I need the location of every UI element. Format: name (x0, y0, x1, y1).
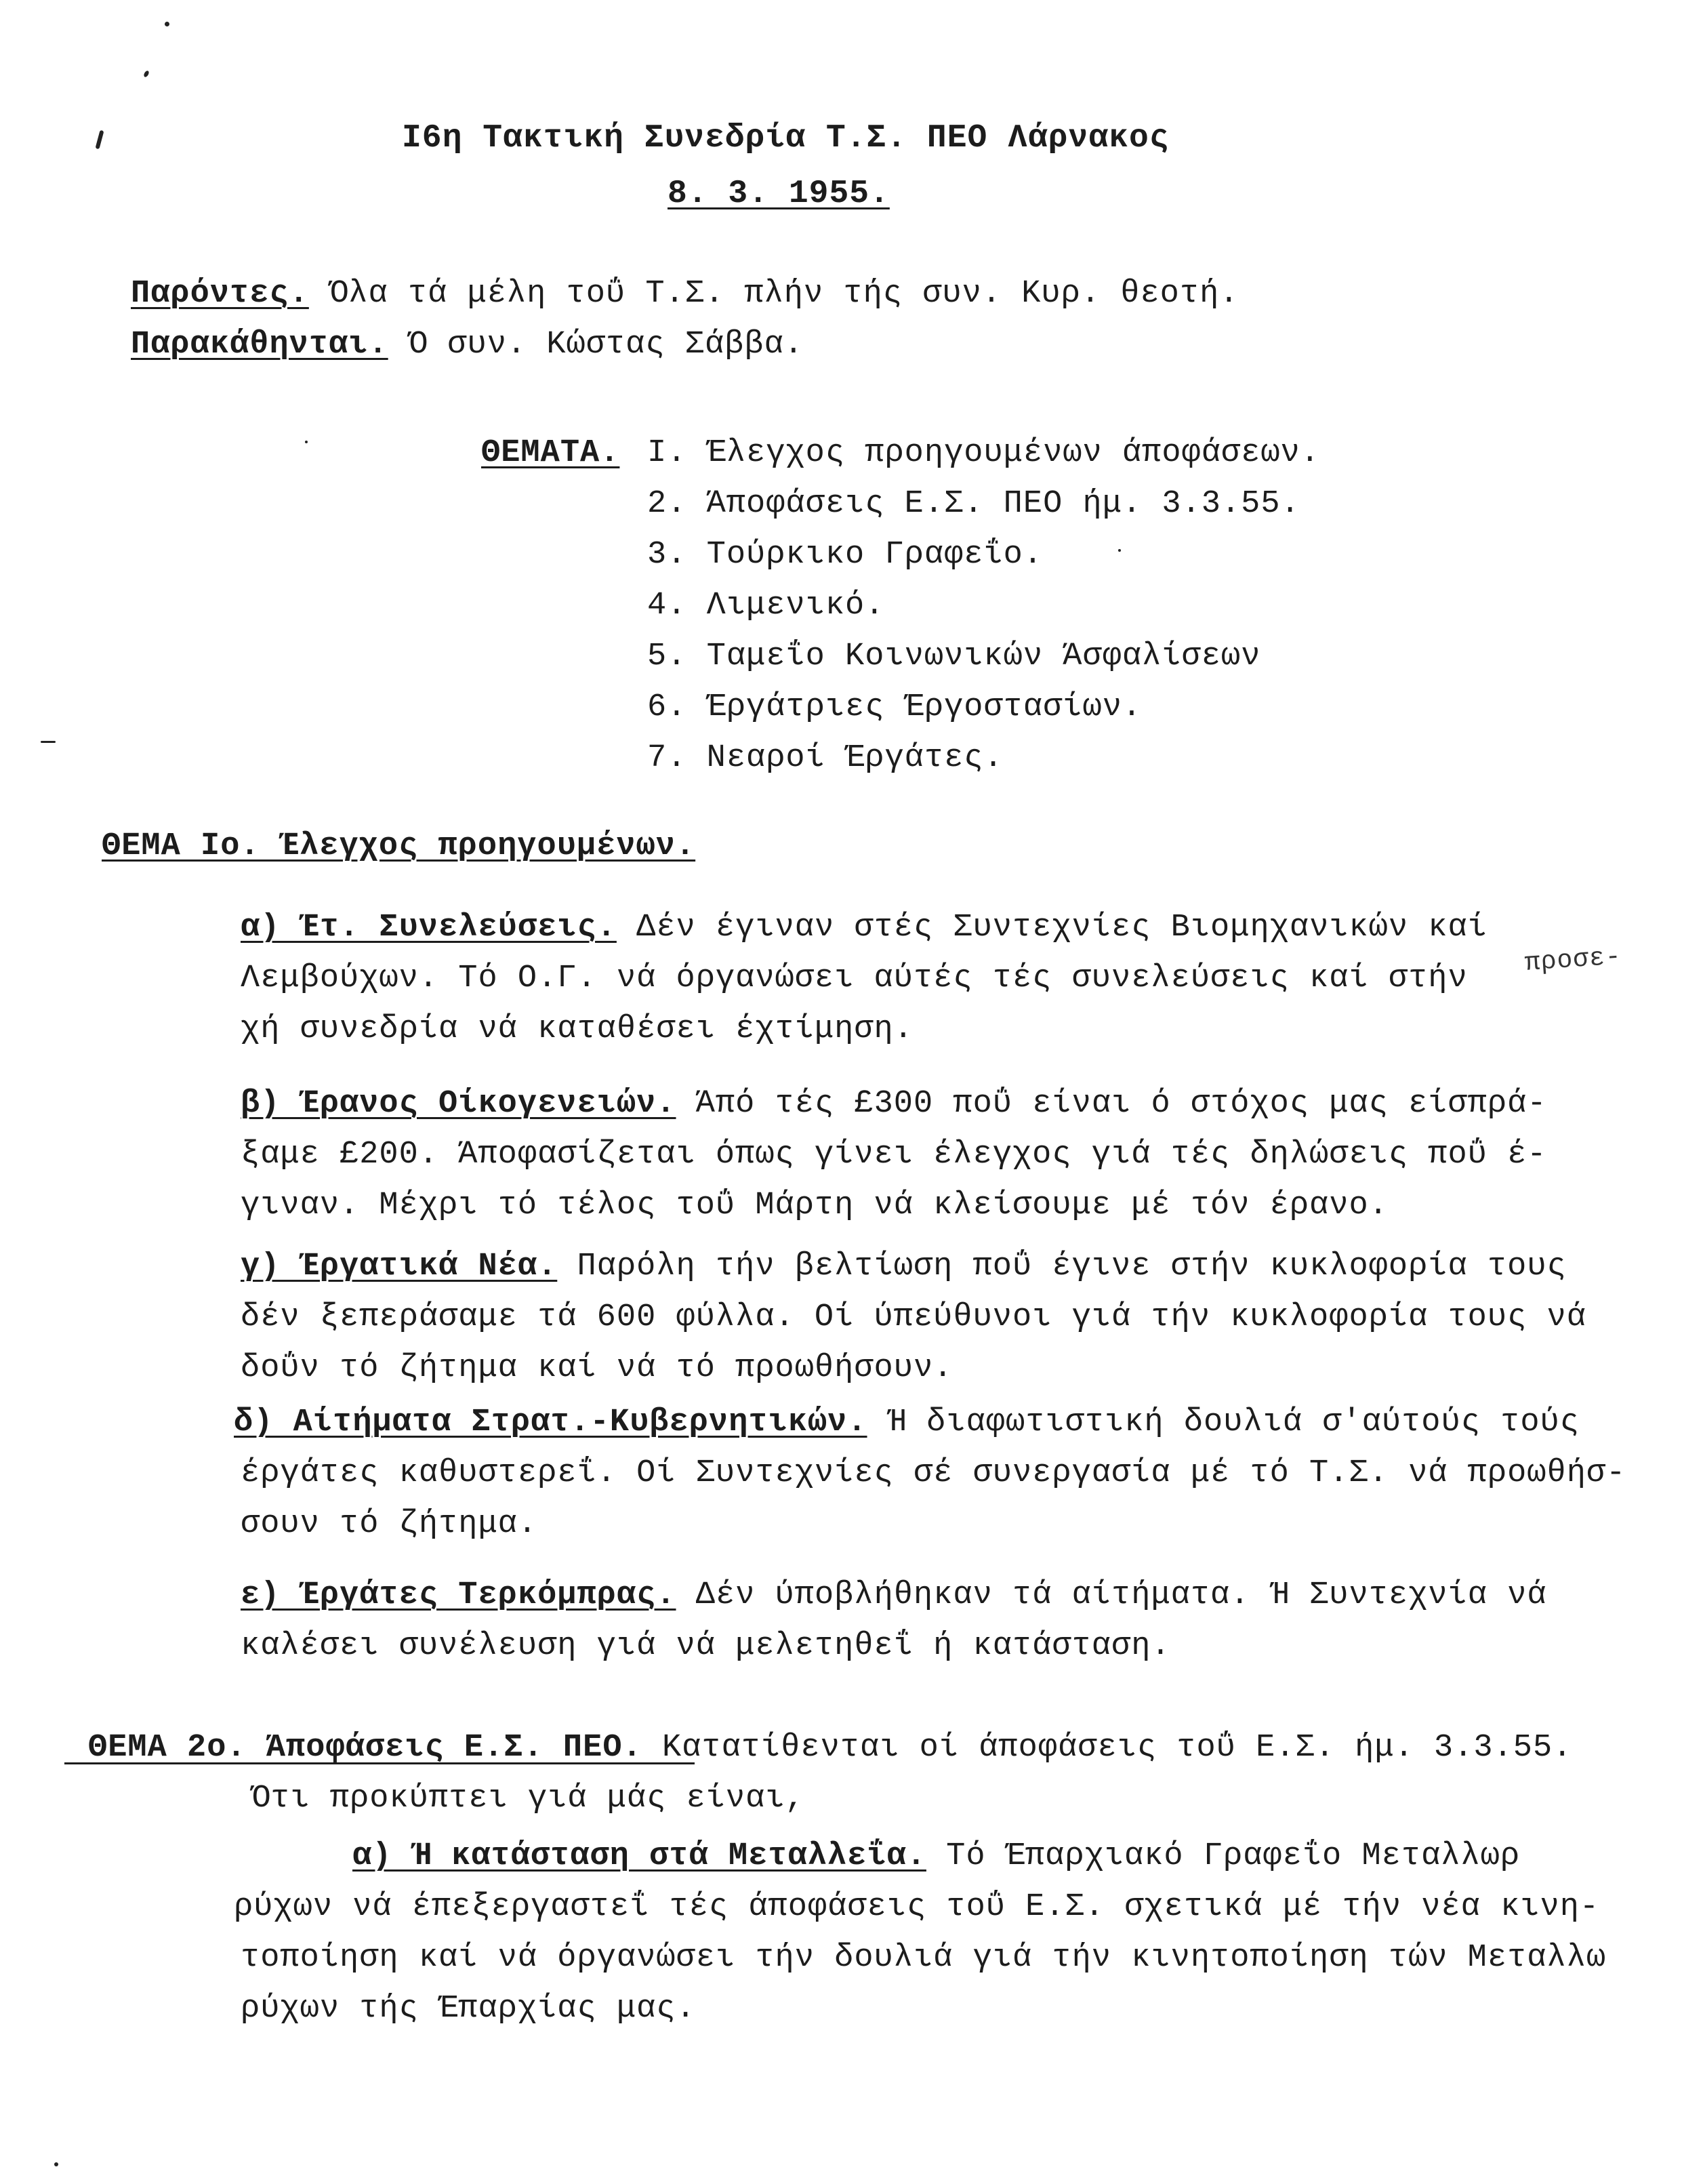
section-text: Άπό τές £300 ποΰ είναι ό στόχος μας είσπρά- (695, 1086, 1547, 1122)
attending-label: Παρακάθηνται. (131, 327, 388, 363)
agenda-item: 5. Ταμεΐο Κοινωνικών Άσφαλίσεων (647, 639, 1261, 674)
scan-speck (305, 441, 308, 443)
section-label: α) Έτ. Συνελεύσεις. (241, 910, 617, 946)
attending-row (131, 329, 804, 361)
margin-note: προσε- (1523, 942, 1623, 978)
scan-speck (54, 2162, 58, 2166)
theme1-section-b-line (241, 1088, 1547, 1120)
section-text: τοποίηση καί νά όργανώσει τήν δουλιά γιά τήν κινητοποίηση τών Μεταλλω (241, 1940, 1607, 1976)
section-text: Δέν ύποβλήθηκαν τά αίτήματα. Ή Συντεχνία νά (695, 1577, 1547, 1613)
theme2-heading: ΘΕΜΑ 2ο. Άποφάσεις Ε.Σ. ΠΕΟ. (88, 1730, 642, 1766)
section-text: γιναν. Μέχρι τό τέλος τοΰ Μάρτη νά κλείσουμε μέ τόν έρανο. (241, 1188, 1389, 1224)
section-label: γ) Έργατικά Νέα. (241, 1249, 558, 1285)
section-text: ρύχων τής Έπαρχίας μας. (241, 1991, 696, 2027)
section-label: δ) Αίτήματα Στρατ.-Κυβερνητικών. (234, 1404, 867, 1440)
theme2-heading-rest: Κατατίθενται οί άποφάσεις τοΰ Ε.Σ. ήμ. 3.3.55. (661, 1730, 1573, 1766)
agenda-item: 3. Τούρκικο Γραφεΐο. (647, 537, 1044, 573)
section-text: έργάτες καθυστερεΐ. Οί Συντεχνίες σέ συνεργασία μέ τό Τ.Σ. νά προωθήσ- (241, 1455, 1626, 1491)
theme1-heading: ΘΕΜΑ Ιο. Έλεγχος προηγουμένων. (102, 828, 696, 864)
agenda-item: 6. Έργάτριες Έργοστασίων. (647, 689, 1143, 725)
theme1-section-c-line (241, 1249, 1567, 1285)
document-date: 8. 3. 1955. (668, 176, 890, 212)
theme2-section-a-line (352, 1840, 1520, 1872)
scan-speck (95, 130, 104, 150)
scan-speck (1118, 549, 1121, 552)
section-text: Τό Έπαρχιακό Γραφεΐο Μεταλλωρ (946, 1838, 1521, 1874)
theme2-heading-line (88, 1732, 1572, 1764)
section-text: Δέν έγιναν στές Συντεχνίες Βιομηχανικών καί (636, 910, 1487, 946)
theme1-section-d-line (234, 1404, 1580, 1440)
section-text: ξαμε £200. Άποφασίζεται όπως γίνει έλεγχος γιά τές δηλώσεις ποΰ έ- (241, 1137, 1547, 1173)
agenda-label: ΘΕΜΑΤΑ. (481, 435, 620, 471)
present-text: Όλα τά μέλη τοΰ Τ.Σ. πλήν τής συν. Κυρ. θεοτή. (329, 276, 1239, 312)
agenda-item: Ι. Έλεγχος προηγουμένων άποφάσεων. (647, 435, 1320, 471)
scan-speck (165, 22, 169, 26)
section-label: α) Ή κατάσταση στά Μεταλλεΐα. (352, 1838, 926, 1874)
section-text: Λεμβούχων. Τό Ο.Γ. νά όργανώσει αύτές τές συνελεύσεις καί στήν (241, 960, 1468, 996)
section-text: δοΰν τό ζήτημα καί νά τό προωθήσουν. (241, 1350, 953, 1386)
theme1-section-a-line (241, 912, 1487, 944)
section-text: ρύχων νά έπεξεργαστεΐ τές άποφάσεις τοΰ Ε.Σ. σχετικά μέ τήν νέα κινη- (234, 1889, 1600, 1925)
agenda-item: 4. Λιμενικό. (647, 588, 885, 624)
theme1-section-e-line (241, 1579, 1547, 1611)
present-row (131, 278, 1239, 310)
section-text: Παρόλη τήν βελτίωση ποΰ έγινε στήν κυκλοφορία τους (577, 1249, 1567, 1285)
theme2-intro: Ότι προκύπτει γιά μάς είναι, (251, 1781, 805, 1817)
agenda-item: 2. Άποφάσεις Ε.Σ. ΠΕΟ ήμ. 3.3.55. (647, 486, 1300, 522)
section-text: Ή διαφωτιστική δουλιά σ'αύτούς τούς (886, 1404, 1580, 1440)
section-label: ε) Έργάτες Τερκόμπρας. (241, 1577, 676, 1613)
section-text: σουν τό ζήτημα. (241, 1506, 538, 1542)
scan-speck (41, 741, 56, 743)
section-text: καλέσει συνέλευση γιά νά μελετηθεΐ ή κατάσταση. (241, 1628, 1171, 1664)
agenda-item: 7. Νεαροί Έργάτες. (647, 740, 1004, 776)
section-text: χή συνεδρία νά καταθέσει έχτίμηση. (241, 1011, 914, 1047)
section-label: β) Έρανος Οίκογενειών. (241, 1086, 676, 1122)
section-text: δέν ξεπεράσαμε τά 600 φύλλα. Οί ύπεύθυνοι γιά τήν κυκλοφορία τους νά (241, 1299, 1586, 1335)
attending-text: Ό συν. Κώστας Σάββα. (407, 327, 804, 363)
document-title: Ι6η Τακτική Συνεδρία Τ.Σ. ΠΕΟ Λάρνακος (402, 120, 1170, 157)
present-label: Παρόντες. (131, 276, 309, 312)
scan-speck (143, 70, 150, 78)
